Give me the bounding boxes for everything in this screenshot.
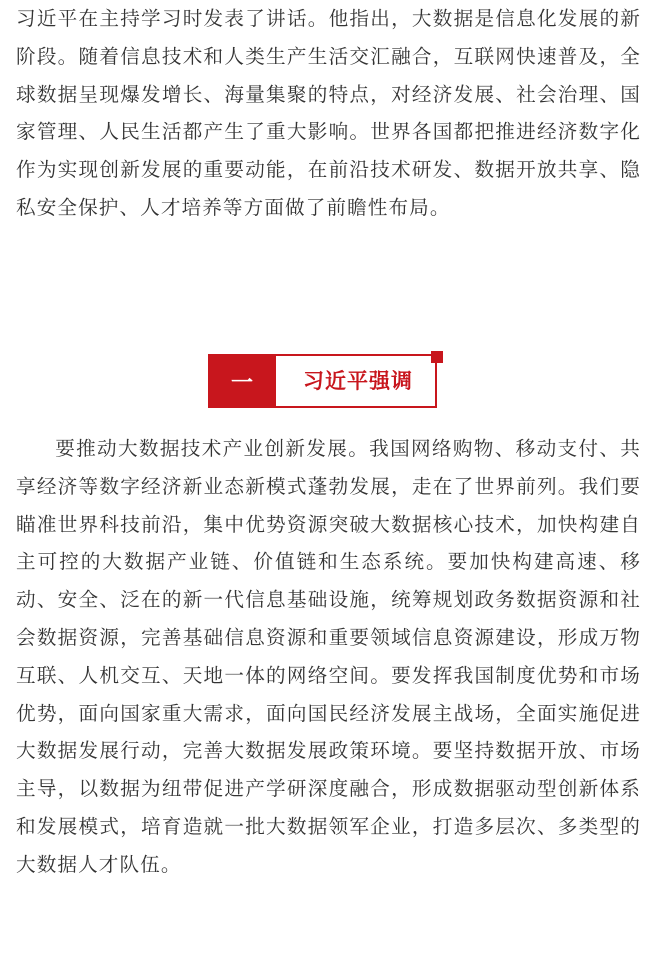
intro-paragraph: 习近平在主持学习时发表了讲话。他指出，大数据是信息化发展的新阶段。随着信息技术和人类生产生活交汇融合，互联网快速普及，全球数据呈现爆发增长、海量集聚的特点，对经济发展、社会治理、国家管理、人民生活都产生了重大影响。世界各国都把推进经济数字化作为实现创新发展的重要动能，在前沿技术研发、数据开放共享、隐私安全保护、人才培养等方面做了前瞻性布局。 xyxy=(16,7,641,219)
section-title: 习近平强调 xyxy=(303,369,413,393)
main-paragraph: 要推动大数据技术产业创新发展。我国网络购物、移动支付、共享经济等数字经济新业态新模式蓬勃发展，走在了世界前列。我们要瞄准世界科技前沿，集中优势资源突破大数据核心技术，加快构建自主可控的大数据产业链、价值链和生态系统。要加快构建高速、移动、安全、泛在的新一代信息基础设施，统筹规划政务数据资源和社会数据资源，完善基础信息资源和重要领域信息资源建设，形成万物互联、人机交互、天地一体的网络空间。要发挥我国制度优势和市场优势，面向国家重大需求，面向国民经济发展主战场，全面实施促进大数据发展行动，完善大数据发展政策环境。要坚持数据开放、市场主导，以数据为纽带促进产学研深度融合，形成数据驱动型创新体系和发展模式，培育造就一批大数据领军企业，打造多层次、多类型的大数据人才队伍。 xyxy=(16,437,641,876)
section-number-box xyxy=(208,354,276,408)
section-number: 一 xyxy=(230,370,253,396)
section-header xyxy=(208,354,441,412)
corner-square-decoration xyxy=(431,351,443,363)
